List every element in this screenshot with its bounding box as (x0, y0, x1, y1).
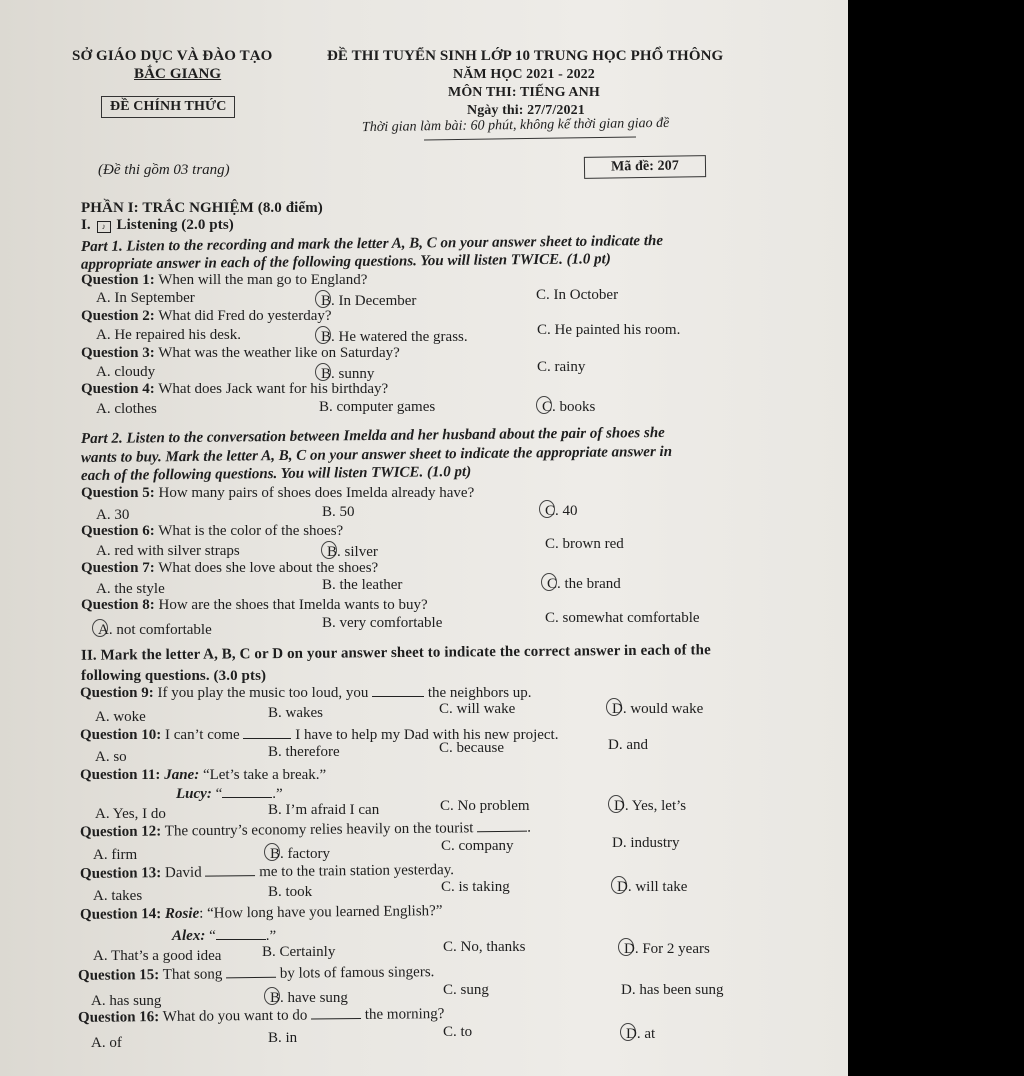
part2-instruction-line3: each of the following questions. You will listen TWICE. (1.0 pt) (80, 463, 472, 485)
question-2: Question 2: What did Fred do yesterday? (81, 308, 332, 324)
q3-option-a: A. cloudy (96, 364, 156, 380)
q2-option-a: A. He repaired his desk. (96, 327, 241, 343)
question-14: Question 14: Rosie: “How long have you learned English?” (79, 903, 443, 923)
answer-blank (205, 875, 255, 877)
department-name: SỞ GIÁO DỤC VÀ ĐÀO TẠO (72, 48, 273, 64)
q12-option-a: A. firm (93, 847, 138, 863)
answer-blank (477, 831, 527, 833)
q11-reply: Lucy: “ .” (176, 786, 283, 802)
q7-option-b: B. the leather (322, 577, 403, 593)
q4-option-c: C. books (540, 396, 595, 416)
q8-option-a: A. not comfortable (96, 619, 212, 639)
question-8: Question 8: How are the shoes that Imelda wants to buy? (81, 597, 428, 613)
q14-option-c: C. No, thanks (443, 939, 526, 955)
q3-option-c: C. rainy (537, 359, 586, 375)
question-10: Question 10: I can’t come I have to help my Dad with his new project. (80, 727, 559, 743)
answer-blank (226, 977, 276, 979)
section-title: PHẦN I: TRẮC NGHIỆM (8.0 điểm) (81, 200, 323, 216)
answer-blank (222, 797, 272, 798)
q13-option-c: C. is taking (441, 879, 510, 895)
question-9: Question 9: If you play the music too loud, you the neighbors up. (80, 685, 532, 701)
q13-option-b: B. took (268, 884, 313, 900)
q12-option-b: B. factory (268, 843, 330, 863)
q6-option-b: B. silver (325, 541, 378, 561)
q1-option-b: B. In December (319, 290, 416, 310)
page-count: (Đề thi gồm 03 trang) (98, 162, 230, 178)
q16-option-a: A. of (91, 1035, 122, 1051)
q14-option-d: D. For 2 years (622, 938, 710, 958)
exam-duration: Thời gian làm bài: 60 phút, không kể thời gian giao đề (361, 115, 670, 136)
exam-date: Ngày thi: 27/7/2021 (467, 103, 585, 118)
q2-option-c: C. He painted his room. (537, 322, 681, 338)
q10-option-a: A. so (95, 749, 127, 765)
q15-option-d: D. has been sung (621, 982, 724, 998)
section2-instruction-line2: following questions. (3.0 pts) (81, 668, 267, 684)
q1-option-a: A. In September (96, 290, 195, 306)
question-1: Question 1: When will the man go to England? (81, 272, 368, 288)
q3-option-b: B. sunny (319, 363, 374, 383)
q9-option-c: C. will wake (439, 701, 516, 717)
question-11: Question 11: Jane: “Let’s take a break.” (80, 767, 327, 783)
q13-option-d: D. will take (615, 876, 687, 896)
answer-blank (311, 1018, 361, 1020)
official-badge: ĐỀ CHÍNH THỨC (101, 96, 235, 118)
q9-option-a: A. woke (95, 709, 146, 725)
q5-option-b: B. 50 (322, 504, 355, 520)
q4-option-a: A. clothes (96, 401, 157, 417)
q11-option-a: A. Yes, I do (95, 806, 166, 822)
question-16: Question 16: What do you want to do the morning? (77, 1006, 445, 1026)
q9-option-b: B. wakes (268, 705, 323, 721)
part1-instruction-line1: Part 1. Listen to the recording and mark the letter A, B, C on your answer sheet to indicate the (80, 232, 664, 256)
listening-heading (81, 217, 234, 234)
duration-underline (424, 137, 636, 141)
section2-instruction-line1: II. Mark the letter A, B, C or D on your answer sheet to indicate the correct answer in each of the (80, 642, 711, 664)
q5-option-a: A. 30 (96, 507, 130, 523)
q11-option-c: C. No problem (440, 798, 530, 814)
q10-option-c: C. because (439, 740, 504, 756)
q15-option-b: B. have sung (268, 987, 348, 1007)
question-12: Question 12: The country’s economy relies heavily on the tourist . (79, 819, 531, 841)
q12-option-d: D. industry (612, 835, 680, 851)
q11-option-d: D. Yes, let’s (612, 795, 686, 815)
question-4: Question 4: What does Jack want for his birthday? (81, 381, 389, 397)
q14-option-a: A. That’s a good idea (93, 948, 222, 964)
q5-option-c: C. 40 (543, 500, 578, 520)
answer-blank (216, 939, 266, 940)
q7-option-a: A. the style (96, 581, 165, 597)
q6-option-c: C. brown red (545, 536, 624, 552)
part2-instruction-line2: wants to buy. Mark the letter A, B, C on your answer sheet to indicate the appropriate answer in (80, 443, 673, 467)
q16-option-b: B. in (268, 1030, 298, 1046)
q10-option-d: D. and (608, 737, 648, 753)
q14-option-b: B. Certainly (262, 944, 336, 960)
q16-option-c: C. to (443, 1024, 473, 1040)
q2-option-b: B. He watered the grass. (319, 326, 468, 346)
question-5: Question 5: How many pairs of shoes does Imelda already have? (81, 485, 475, 501)
q13-option-a: A. takes (93, 888, 143, 904)
q12-option-c: C. company (441, 838, 514, 854)
q15-option-c: C. sung (443, 982, 489, 998)
answer-blank (372, 696, 424, 697)
background-edge (848, 0, 1024, 1076)
question-13: Question 13: David me to the train station yesterday. (79, 862, 455, 882)
audio-icon: ♪ (97, 221, 111, 233)
q9-option-d: D. would wake (610, 698, 703, 718)
q10-option-b: B. therefore (268, 744, 340, 760)
exam-code: Mã đề: 207 (584, 155, 706, 179)
q8-option-b: B. very comfortable (322, 615, 443, 631)
listening-prefix: I. (81, 217, 91, 233)
question-3: Question 3: What was the weather like on Saturday? (81, 345, 400, 361)
school-year: NĂM HỌC 2021 - 2022 (453, 67, 595, 82)
question-7: Question 7: What does she love about the shoes? (81, 560, 379, 576)
q14-reply: Alex: “ .” (172, 928, 277, 944)
question-6: Question 6: What is the color of the shoes? (81, 523, 344, 539)
q1-option-c: C. In October (536, 287, 619, 303)
listening-title: Listening (2.0 pts) (116, 217, 234, 233)
question-15: Question 15: That song by lots of famous singers. (77, 964, 435, 984)
answer-blank (243, 738, 291, 739)
q7-option-c: C. the brand (545, 573, 621, 593)
part2-instruction-line1: Part 2. Listen to the conversation between Imelda and her husband about the pair of shoes she (80, 424, 665, 448)
q4-option-b: B. computer games (319, 399, 436, 415)
q15-option-a: A. has sung (91, 993, 162, 1009)
province-name: BẮC GIANG (134, 66, 222, 82)
subject: MÔN THI: TIẾNG ANH (448, 85, 600, 100)
q16-option-d: D. at (624, 1023, 655, 1043)
exam-title: ĐỀ THI TUYỂN SINH LỚP 10 TRUNG HỌC PHỔ THÔNG (327, 48, 724, 64)
q6-option-a: A. red with silver straps (96, 543, 240, 559)
q8-option-c: C. somewhat comfortable (545, 610, 700, 626)
part1-instruction-line2: appropriate answer in each of the following questions. You will listen TWICE. (1.0 pt) (80, 251, 611, 273)
q11-option-b: B. I’m afraid I can (268, 802, 380, 818)
